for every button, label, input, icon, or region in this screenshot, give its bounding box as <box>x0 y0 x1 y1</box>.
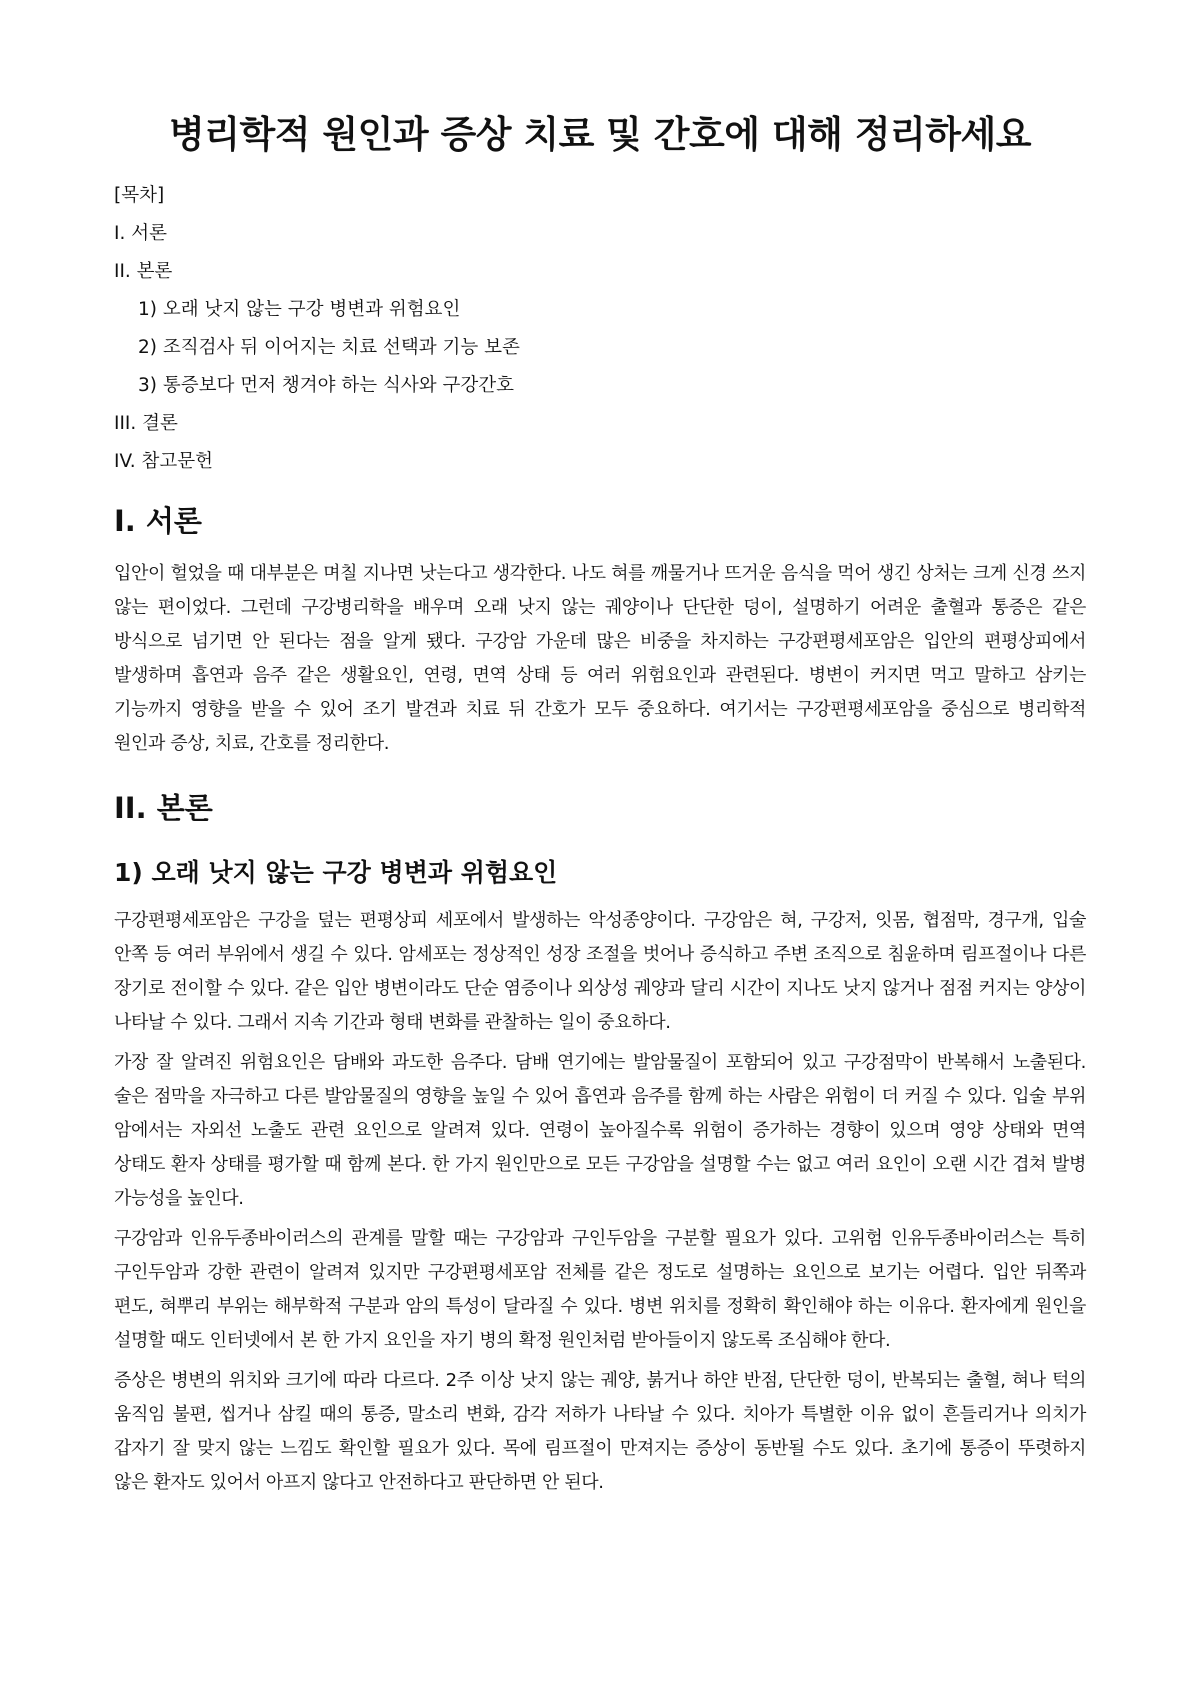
document-title: 병리학적 원인과 증상 치료 및 간호에 대해 정리하세요 <box>169 113 1031 156</box>
section1-paragraph-2: 가장 잘 알려진 위험요인은 담배와 과도한 음주다. 담배 연기에는 발암물질이 포함되어 있고 구강점막이 반복해서 노출된다. 술은 점막을 자극하고 다른 발암물질의 영향을 높일 수 있어 흡연과 음주를 함께 하는 사람은 위험이 더 커질 수 있다. 입술 부위 암에서는 자외선 노출도 관련 요인으로 알려져 있다. 연령이 높아질수록 위험이 증가하는 경향이 있으며 영양 상태와 면역 상태도 환자 상태를 평가할 때 함께 본다. 한 가지 원인만으로 모든 구강암을 설명할 수는 없고 여러 요인이 오랜 시간 겹쳐 발병 가능성을 높인다. <box>114 1051 1086 1209</box>
toc-item-body: II. 본론 <box>114 261 173 283</box>
body-heading: II. 본론 <box>114 791 213 826</box>
toc-item-body-1: 1) 오래 낫지 않는 구강 병변과 위험요인 <box>138 299 461 321</box>
toc-item-body-3: 3) 통증보다 먼저 챙겨야 하는 식사와 구강간호 <box>138 375 514 397</box>
intro-paragraph: 입안이 헐었을 때 대부분은 며칠 지나면 낫는다고 생각한다. 나도 혀를 깨물거나 뜨거운 음식을 먹어 생긴 상처는 크게 신경 쓰지 않는 편이었다. 그런데 구강병리학을 배우며 오래 낫지 않는 궤양이나 단단한 덩이, 설명하기 어려운 출혈과 통증은 같은 방식으로 넘기면 안 된다는 점을 알게 됐다. 구강암 가운데 많은 비중을 차지하는 구강편평세포암은 입안의 편평상피에서 발생하며 흡연과 음주 같은 생활요인, 연령, 면역 상태 등 여러 위험요인과 관련된다. 병변이 커지면 먹고 말하고 삼키는 기능까지 영향을 받을 수 있어 조기 발견과 치료 뒤 간호가 모두 중요하다. 여기서는 구강편평세포암을 중심으로 병리학적 원인과 증상, 치료, 간호를 정리한다. <box>114 563 1086 755</box>
toc-item-conclusion: III. 결론 <box>114 413 178 435</box>
table-of-contents <box>114 184 1086 474</box>
toc-item-body-2: 2) 조직검사 뒤 이어지는 치료 선택과 기능 보존 <box>138 337 520 359</box>
section1-paragraph-4: 증상은 병변의 위치와 크기에 따라 다르다. 2주 이상 낫지 않는 궤양, 붉거나 하얀 반점, 단단한 덩이, 반복되는 출혈, 혀나 턱의 움직임 불편, 씹거나 삼킬 때의 통증, 말소리 변화, 감각 저하가 나타날 수 있다. 치아가 특별한 이유 없이 흔들리거나 의치가 갑자기 잘 맞지 않는 느낌도 확인할 필요가 있다. 목에 림프절이 만져지는 증상이 동반될 수도 있다. 초기에 통증이 뚜렷하지 않은 환자도 있어서 아프지 않다고 안전하다고 판단하면 안 된다. <box>114 1369 1086 1493</box>
section1-paragraph-1: 구강편평세포암은 구강을 덮는 편평상피 세포에서 발생하는 악성종양이다. 구강암은 혀, 구강저, 잇몸, 협점막, 경구개, 입술 안쪽 등 여러 부위에서 생길 수 있다. 암세포는 정상적인 성장 조절을 벗어나 증식하고 주변 조직으로 침윤하며 림프절이나 다른 장기로 전이할 수 있다. 같은 입안 병변이라도 단순 염증이나 외상성 궤양과 달리 시간이 지나도 낫지 않거나 점점 커지는 양상이 나타날 수 있다. 그래서 지속 기간과 형태 변화를 관찰하는 일이 중요하다. <box>114 909 1086 1033</box>
toc-heading: [목차] <box>114 185 165 207</box>
intro-heading: I. 서론 <box>114 504 202 539</box>
section1-paragraph-3: 구강암과 인유두종바이러스의 관계를 말할 때는 구강암과 구인두암을 구분할 필요가 있다. 고위험 인유두종바이러스는 특히 구인두암과 강한 관련이 알려져 있지만 구강편평세포암 전체를 같은 정도로 설명하는 요인으로 보기는 어렵다. 입안 뒤쪽과 편도, 혀뿌리 부위는 해부학적 구분과 암의 특성이 달라질 수 있다. 병변 위치를 정확히 확인해야 하는 이유다. 환자에게 원인을 설명할 때도 인터넷에서 본 한 가지 요인을 자기 병의 확정 원인처럼 받아들이지 않도록 조심해야 한다. <box>114 1227 1086 1351</box>
toc-item-references: IV. 참고문헌 <box>114 451 213 473</box>
section1-heading: 1) 오래 낫지 않는 구강 병변과 위험요인 <box>114 857 558 887</box>
toc-item-intro: I. 서론 <box>114 223 167 245</box>
